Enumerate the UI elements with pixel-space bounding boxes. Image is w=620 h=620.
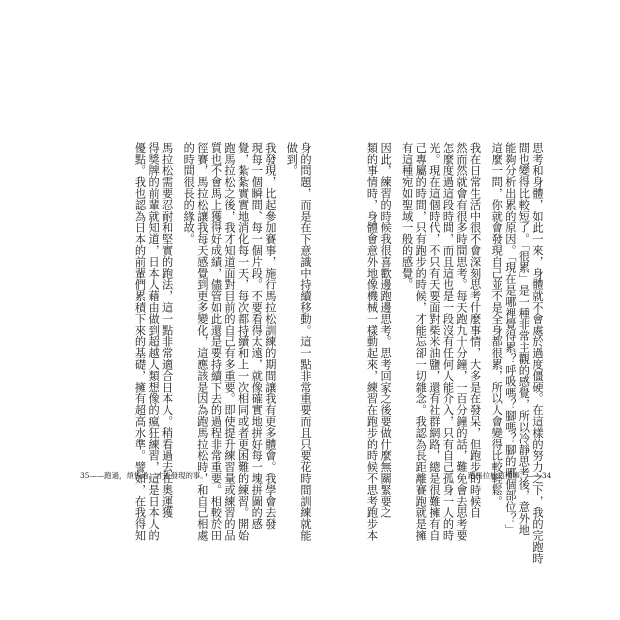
text-line: 做到。 [285, 142, 299, 177]
text-line: 怎麼度過這段時間，而且這也是一段沒有任何人能介入，只有自己孤身一人的時 [441, 142, 455, 541]
text-line: 間也變得比較短了。「很累」是一種非常主觀的感覺，所以冷靜思考後，意外地 [517, 142, 531, 536]
text-line: 光。現在這個時代，不只有天要面對柴米油鹽，還有社群網路，總是很難擁有自 [427, 142, 441, 541]
text-line: 然而然就會有很多時間思考。每天跑九十分鐘，一百分鐘的話，難免會去思考要 [455, 142, 469, 541]
paragraph-gap [174, 142, 182, 307]
text-line: 這麼一問，你就會發現自己並不是全身都很累，所以人會變得比較輕鬆。 [490, 142, 504, 507]
paragraph-gap [277, 142, 285, 307]
text-line: 類的事情時，身體會意外地像機械一樣動起來，練習在跑步的時候不思考跑步本 [365, 142, 379, 541]
text-line: 己專屬的時間，只有跑步的時候，才能忘卻一切雜念。我認為長距離賽跑就是擁 [414, 142, 428, 541]
text-line: 質也不會馬上獲得好成績，儘管如此還是要持續下去的過程非常重要。相較於田 [209, 142, 223, 541]
paragraph-gap [392, 142, 400, 307]
text-line: 徑賽，馬拉松讓我每天感覺到更多變化，這應該是因為跑馬拉松時，和自己相處 [195, 142, 209, 541]
paragraph-gap [482, 142, 490, 307]
text-line: 思考和身體，如此一來，身體就不會處於過度僵硬。在這樣的努力之下，我的完跑時 [531, 142, 544, 564]
text-line: 的時間很長的緣故。 [182, 142, 196, 245]
text-line: 我在日常生活中很不會深刻思考什麼事情，大多是在發呆，但跑步的時候自 [468, 142, 482, 519]
text-line: 覺，紮紮實實地消化每一天，每次都持續和上一次相同或者更困難的練習。開始 [236, 142, 250, 541]
text-line: 我發現，比起參加賽事，施行馬拉松訓練的期間讓我有更多體會。我學會去發 [263, 142, 277, 530]
right-page-footer: 跑馬拉松這種事。——34 [468, 471, 552, 480]
text-line: 優點。我也認為日本的前輩們累積下來的基礎，擁有超高水準。譬如，在我得知 [133, 142, 147, 541]
text-line: 有這種宛如聖域一般的感覺。 [400, 142, 414, 291]
text-line: 因此，練習的時候我很喜歡邊跑邊思考。思考回家之後要做什麼無關緊要之 [379, 142, 393, 519]
text-line: 現每一個瞬間、每一個片段。不要看得太遠，就像確實地拼好每一塊拼圖的感 [250, 142, 264, 530]
text-line: 身的問題，而是在下意識中持續移動。這一點非常重要而且只要花時間訓練就能 [299, 142, 312, 541]
text-line: 跑馬拉松之後，我才知道面對目前的自己有多重要。即使提升練習量或練習的品 [223, 142, 237, 541]
text-line: 馬拉松需要忍耐和堅實的跑法，這一點非常適合日本人。稍看過去在奧運獲 [160, 142, 174, 519]
text-line: 能夠分析出累的原因。「現在是哪裡覺得累？呼吸嗎？腳嗎？腳的哪個部位？」 [503, 142, 517, 536]
text-line: 得獎牌的前輩就知道，日本人藉由做到超越人類想像的瘋狂練習，這是日本人的 [147, 142, 161, 541]
left-page-footer: 35——跑過，煩惱過，才能發現的事。 [80, 471, 208, 480]
